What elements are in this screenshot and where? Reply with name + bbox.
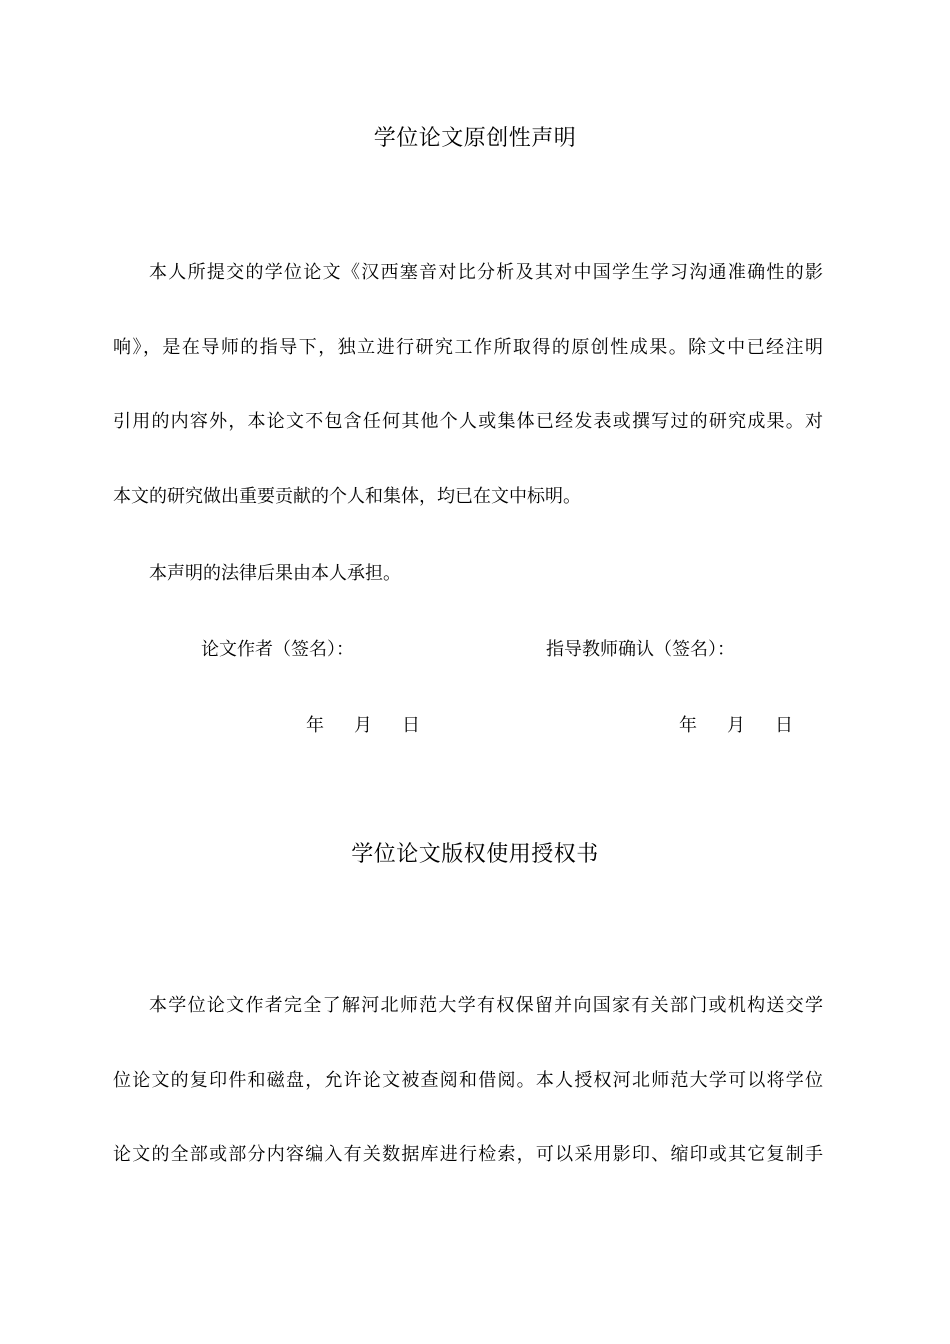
authorization-title: 学位论文版权使用授权书 <box>351 842 599 867</box>
declaration-line-1: 本人所提交的学位论文《汉西塞音对比分析及其对中国学生学习沟通准确性的影 <box>149 262 823 283</box>
advisor-date-year: 年 <box>679 715 697 736</box>
declaration-line-4: 本文的研究做出重要贡献的个人和集体，均已在文中标明。 <box>113 486 581 507</box>
advisor-signature-label: 指导教师确认（签名）： <box>546 639 735 660</box>
author-date-month: 月 <box>354 715 372 736</box>
declaration-line-3: 引用的内容外，本论文不包含任何其他个人或集体已经发表或撰写过的研究成果。对 <box>113 411 823 432</box>
authorization-line-1: 本学位论文作者完全了解河北师范大学有权保留并向国家有关部门或机构送交学 <box>149 995 823 1016</box>
author-signature-label: 论文作者（签名）： <box>201 639 354 660</box>
authorization-line-2: 位论文的复印件和磁盘，允许论文被查阅和借阅。本人授权河北师范大学可以将学位 <box>113 1070 823 1091</box>
declaration-legal-line: 本声明的法律后果由本人承担。 <box>149 563 401 584</box>
declaration-title: 学位论文原创性声明 <box>373 126 577 151</box>
author-date-year: 年 <box>306 715 324 736</box>
author-date-day: 日 <box>402 715 420 736</box>
declaration-line-2: 响》，是在导师的指导下，独立进行研究工作所取得的原创性成果。除文中已经注明 <box>113 337 823 358</box>
advisor-date-day: 日 <box>775 715 793 736</box>
authorization-line-3: 论文的全部或部分内容编入有关数据库进行检索，可以采用影印、缩印或其它复制手 <box>113 1144 823 1165</box>
advisor-date-month: 月 <box>727 715 745 736</box>
